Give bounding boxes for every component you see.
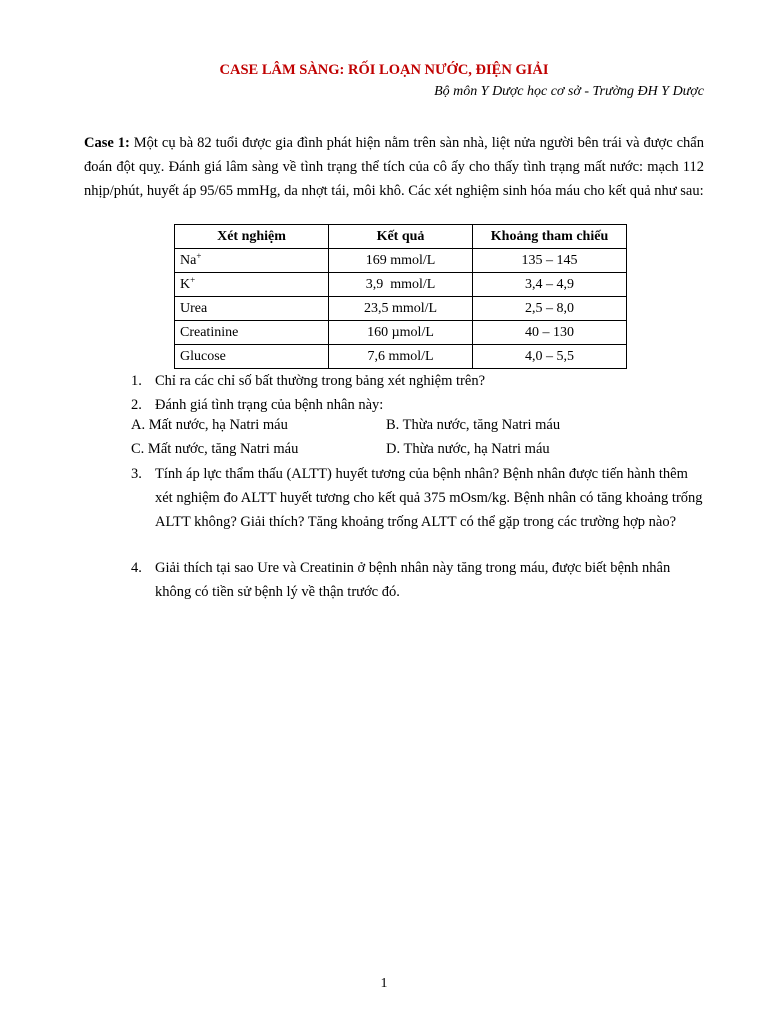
question-number: 3. — [131, 466, 142, 482]
page-number: 1 — [380, 976, 388, 991]
test-superscript: + — [190, 274, 196, 285]
test-name: Glucose — [180, 348, 226, 364]
header-result: Kết quả — [329, 225, 473, 249]
test-superscript: + — [196, 250, 202, 261]
test-name: Urea — [180, 300, 208, 316]
case-label: Case 1: — [84, 135, 130, 151]
question-text: Chỉ ra các chỉ số bất thường trong bảng xét nghiệm trên? — [155, 373, 486, 389]
question-number: 2. — [131, 397, 142, 413]
test-name: K — [180, 276, 191, 292]
cell-range: 40 – 130 — [473, 321, 627, 345]
cell-result: 160 µmol/L — [329, 321, 473, 345]
option-a: A. Mất nước, hạ Natri máu — [131, 417, 288, 433]
header-range: Khoảng tham chiếu — [473, 225, 627, 249]
question-number: 1. — [131, 373, 142, 389]
option-d: D. Thừa nước, hạ Natri máu — [386, 441, 550, 457]
cell-test — [175, 249, 329, 273]
table-row — [175, 273, 627, 297]
test-name: Na — [180, 252, 197, 268]
cell-range: 4,0 – 5,5 — [473, 345, 627, 369]
cell-test — [175, 273, 329, 297]
cell-test — [175, 297, 329, 321]
document-subtitle: Bộ môn Y Dược học cơ sở - Trường ĐH Y Dược — [434, 84, 704, 99]
table-row — [175, 321, 627, 345]
cell-result: 23,5 mmol/L — [329, 297, 473, 321]
cell-test — [175, 345, 329, 369]
cell-range: 2,5 – 8,0 — [473, 297, 627, 321]
option-b: B. Thừa nước, tăng Natri máu — [386, 417, 561, 433]
table-header-row — [175, 225, 627, 249]
case-text: Một cụ bà 82 tuổi được gia đình phát hiện nằm trên sàn nhà, liệt nửa người bên trái và được chẩn đoán đột quỵ. Đánh giá lâm sàng về tình trạng thể tích của cô ấy cho thấy tình trạng mất nước: mạch 112 nhịp/phút, huyết áp 95/65 mmHg, da nhợt tái, môi khô. Các xét nghiệm sinh hóa máu cho kết quả như sau: — [84, 135, 704, 199]
cell-result: 169 mmol/L — [329, 249, 473, 273]
cell-result: 3,9 mmol/L — [329, 273, 473, 297]
question-number: 4. — [131, 560, 142, 576]
header-test: Xét nghiệm — [175, 225, 329, 249]
table-row — [175, 297, 627, 321]
cell-result: 7,6 mmol/L — [329, 345, 473, 369]
cell-test — [175, 321, 329, 345]
question-text: Giải thích tại sao Ure và Creatinin ở bệnh nhân này tăng trong máu, được biết bệnh nhân không có tiền sử bệnh lý về thận trước đó. — [155, 560, 671, 600]
document-title: CASE LÂM SÀNG: RỐI LOẠN NƯỚC, ĐIỆN GIẢI — [219, 62, 549, 78]
table-row — [175, 249, 627, 273]
question-text: Tính áp lực thẩm thấu (ALTT) huyết tương của bệnh nhân? Bệnh nhân được tiến hành thêm xét nghiệm đo ALTT huyết tương cho kết quả 375 mOsm/kg. Bệnh nhân có tăng khoảng trống ALTT không? Giải thích? Tăng khoảng trống ALTT có thể gặp trong các trường hợp nào? — [155, 466, 703, 530]
case-description — [84, 131, 704, 203]
question-text: Đánh giá tình trạng của bệnh nhân này: — [155, 397, 384, 413]
lab-results-table — [174, 224, 627, 369]
cell-range: 135 – 145 — [473, 249, 627, 273]
cell-range: 3,4 – 4,9 — [473, 273, 627, 297]
option-c: C. Mất nước, tăng Natri máu — [131, 441, 299, 457]
table-row — [175, 345, 627, 369]
test-name: Creatinine — [180, 324, 239, 340]
